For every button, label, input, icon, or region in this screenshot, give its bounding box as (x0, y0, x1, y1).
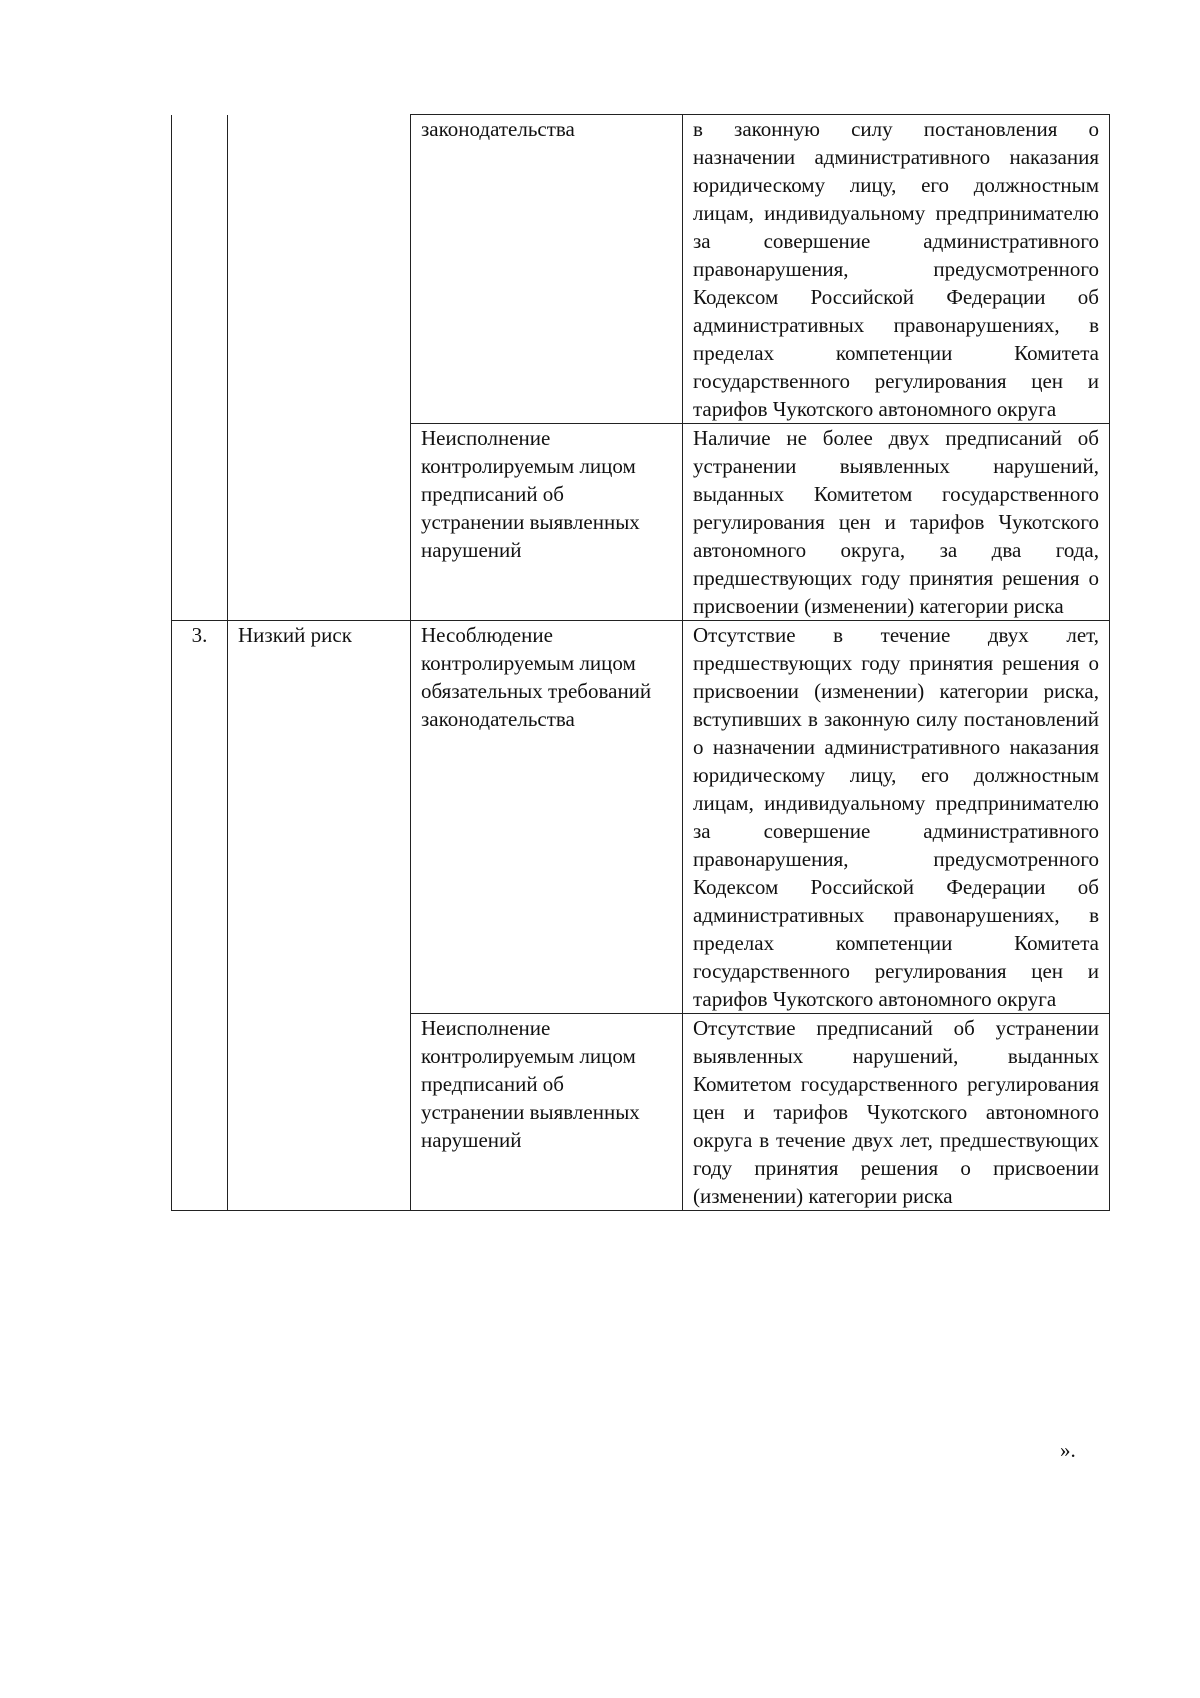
criterion-cell: законодательства (411, 115, 683, 424)
row-number-cell (172, 115, 228, 621)
indicator-cell: Наличие не более двух предписаний об устранении выявленных нарушений, выданных Комитетом государственного регулирования цен и тарифов Чукотского автономного округа, за два года, предшествующих году принятия решения о присвоении (изменении) категории риска (683, 424, 1110, 621)
criterion-cell: Неисполнение контролируемым лицом предписаний об устранении выявленных нарушений (411, 1014, 683, 1211)
indicator-cell: Отсутствие в течение двух лет, предшествующих году принятия решения о присвоении (изменении) категории риска, вступивших в законную силу постановлений о назначении административного наказания юридическому лицу, его должностным лицам, индивидуальному предпринимателю за совершение административного правонарушения, предусмотренного Кодексом Российской Федерации об административных правонарушениях, в пределах компетенции Комитета государственного регулирования цен и тарифов Чукотского автономного округа (683, 621, 1110, 1014)
indicator-cell: Отсутствие предписаний об устранении выявленных нарушений, выданных Комитетом государственного регулирования цен и тарифов Чукотского автономного округа в течение двух лет, предшествующих году принятия решения о присвоении (изменении) категории риска (683, 1014, 1110, 1211)
indicator-cell: в законную силу постановления о назначении административного наказания юридическому лицу, его должностным лицам, индивидуальному предпринимателю за совершение административного правонарушения, предусмотренного Кодексом Российской Федерации об административных правонарушениях, в пределах компетенции Комитета государственного регулирования цен и тарифов Чукотского автономного округа (683, 115, 1110, 424)
table-row (172, 115, 1110, 424)
criterion-cell: Несоблюдение контролируемым лицом обязательных требований законодательства (411, 621, 683, 1014)
criterion-cell: Неисполнение контролируемым лицом предписаний об устранении выявленных нарушений (411, 424, 683, 621)
row-number-cell: 3. (172, 621, 228, 1211)
risk-category-cell (228, 115, 411, 621)
risk-criteria-table (171, 114, 1110, 1211)
closing-quote-mark: ». (1060, 1438, 1076, 1462)
table-row (172, 621, 1110, 1014)
risk-category-cell: Низкий риск (228, 621, 411, 1211)
